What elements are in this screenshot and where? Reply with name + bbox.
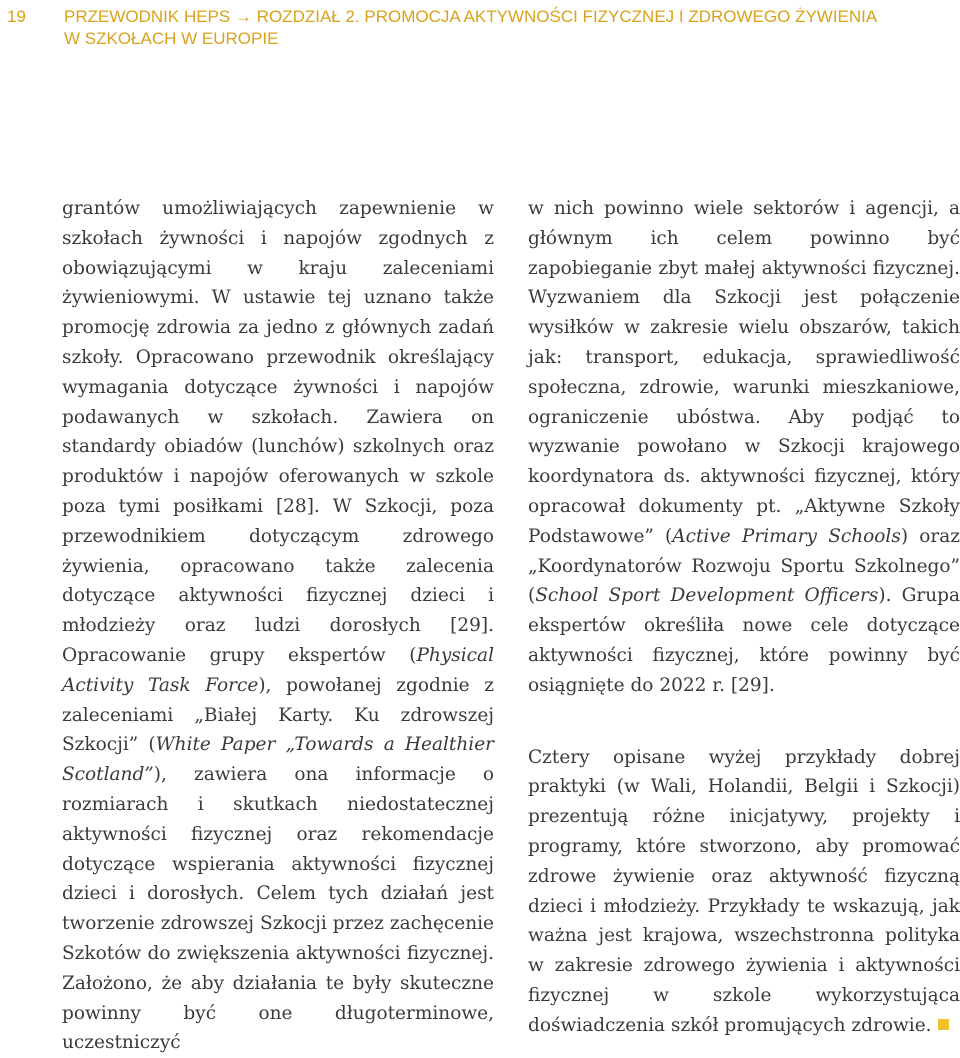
right-text-2: ) oraz „Koordynatorów Rozwoju Sportu Szkolnego” ( (528, 525, 960, 607)
chapter-title (64, 6, 944, 50)
left-text-1: grantów umożliwiających zapewnienie w szkołach żywności i napojów zgodnych z obowiązującymi w kraju zaleceniami żywieniowymi. W ustawie tej uznano także promocję zdrowia za jedno z głównych zadań szkoły. Opracowano przewodnik określający wymagania dotyczące żywności i napojów podawanych w szkołach. Zawiera on standardy obiadów (lunchów) szkolnych oraz produktów i napojów oferowanych w szkole poza tymi posiłkami [28]. W Szkocji, poza przewodnikiem dotyczącym zdrowego żywienia, opracowano także zalecenia dotyczące aktywności fizycznej dzieci i młodzieży oraz ludzi dorosłych [29]. Opracowanie grupy ekspertów ( (62, 198, 494, 666)
left-text-2: ), powołanej zgodnie z zaleceniami „Białej Karty. Ku zdrowszej Szkocji” ( (62, 674, 495, 756)
right-paragraph-2 (528, 743, 960, 1041)
right-paragraph-2-text: Cztery opisane wyżej przykłady dobrej praktyki (w Wali, Holandii, Belgii i Szkocji) prezentują różne inicjatywy, projekty i programy, które stworzono, aby promować zdrowe żywienie oraz aktywność fizyczną dzieci i młodzieży. Przykłady te wskazują, jak ważna jest krajowa, wszechstronna polityka w zakresie zdrowego żywienia i aktywności fizycznej w szkole wykorzystująca doświadczenia szkół promujących zdrowie. (528, 746, 960, 1036)
right-text-1: w nich powinno wiele sektorów i agencji, a głównym ich celem powinno być zapobieganie zbyt małej aktywności fizycznej. Wyzwaniem dla Szkocji jest połączenie wysiłków w zakresie wielu obszarów, takich jak: transport, edukacja, sprawiedliwość społeczna, zdrowie, warunki mieszkaniowe, ograniczenie ubóstwa. Aby podjąć to wyzwanie powołano w Szkocji krajowego koordynatora ds. aktywności fizycznej, który opracował dokumenty pt. „Aktywne Szkoły Podstawowe” ( (528, 198, 960, 547)
page-number: 19 (7, 7, 26, 26)
right-italic-2: School Sport Development Officers (535, 585, 879, 607)
right-italic-1: Active Primary Schools (672, 525, 901, 547)
left-paragraph (62, 194, 494, 1058)
chapter-title-line-1: PRZEWODNIK HEPS → ROZDZIAŁ 2. PROMOCJA AKTYWNOŚCI FIZYCZNEJ I ZDROWEGO ŻYWIENIA (64, 7, 878, 26)
left-column (62, 194, 494, 1058)
right-text-3: ). Grupa ekspertów określiła nowe cele dotyczące aktywności fizycznej, które powinny być osiągnięte do 2022 r. [29]. (528, 585, 960, 696)
left-italic-1: Physical Activity Task Force (62, 644, 494, 696)
chapter-title-line-2: W SZKOŁACH W EUROPIE (64, 29, 279, 48)
right-paragraph-1 (528, 194, 960, 701)
right-column (528, 194, 960, 1041)
left-italic-2: White Paper „Towards a Healthier Scotland” (62, 734, 494, 786)
left-text-3: ), zawiera ona informacje o rozmiarach i skutkach niedostatecznej aktywności fizycznej oraz rekomendacje dotyczące wspierania aktywności fizycznej dzieci i dorosłych. Celem tych działań jest tworzenie zdrowszej Szkocji przez zachęcenie Szkotów do zwiększenia aktywności fizycznej. Założono, że aby działania te były skuteczne powinny być one długoterminowe, uczestniczyć (62, 764, 494, 1054)
end-of-article-square-icon (938, 1019, 949, 1030)
